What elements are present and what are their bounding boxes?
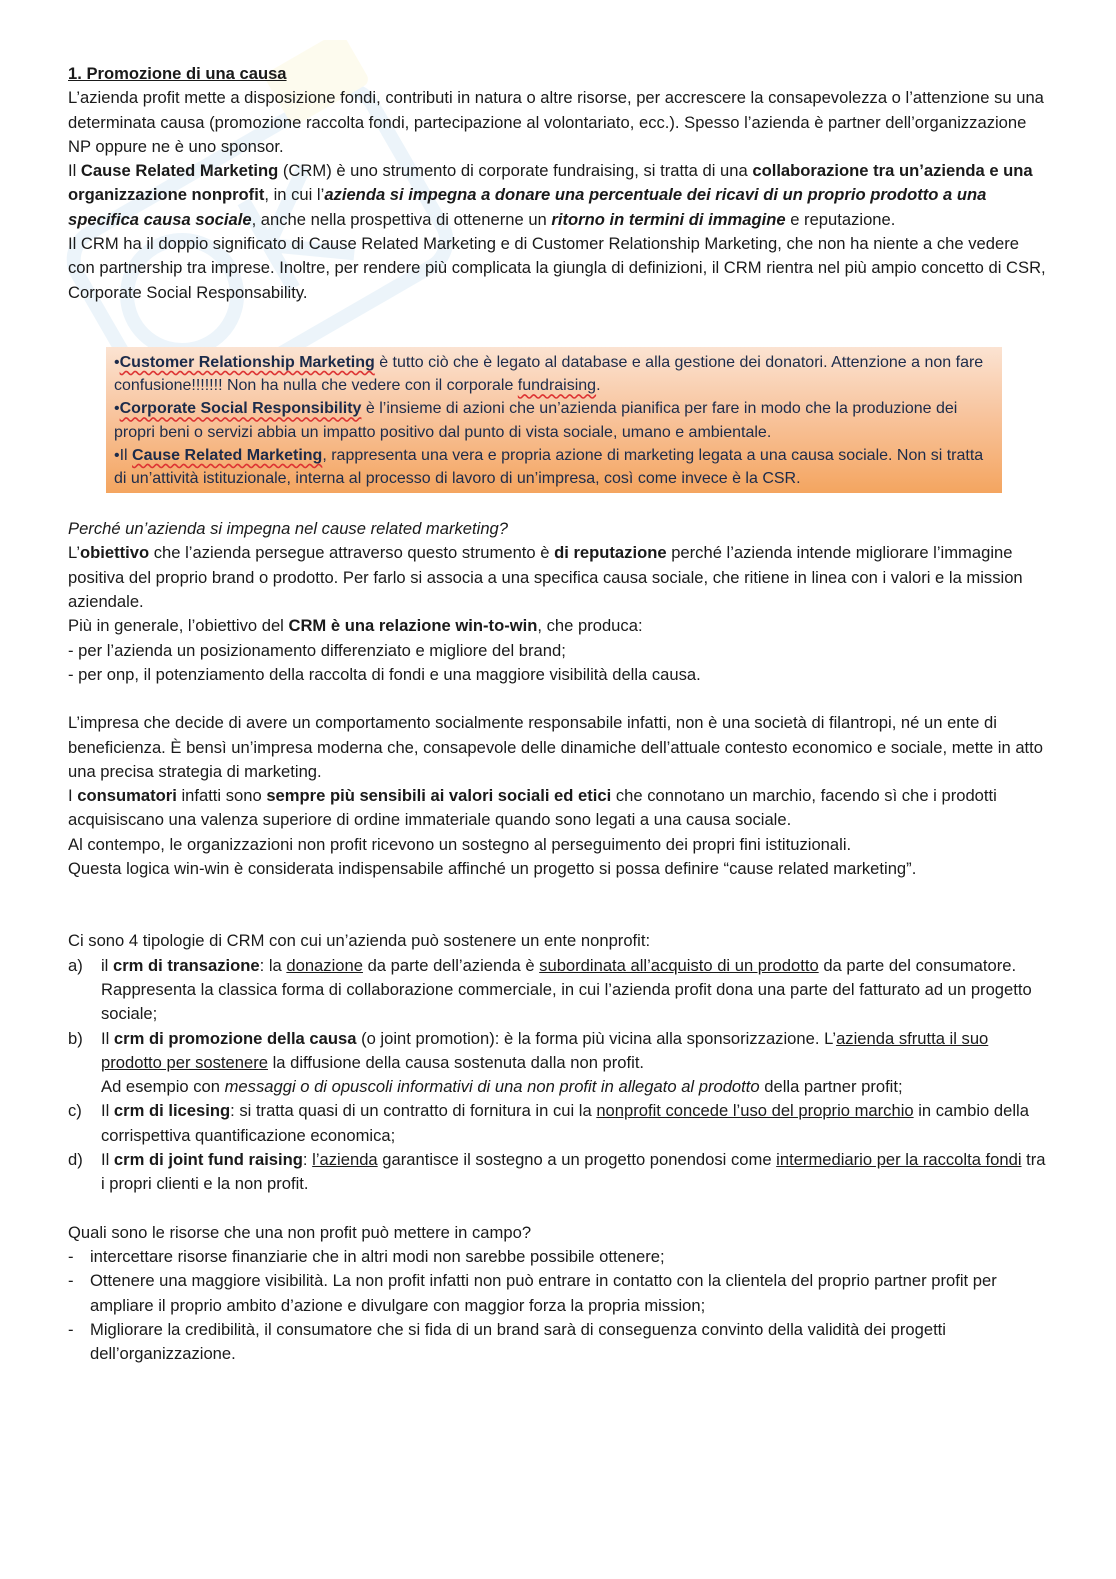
list-item-c: c) Il crm di licesing: si tratta quasi di un contratto di fornitura in cui la nonprofit concede l’uso del proprio marchio in cambio della corrispettiva quantificazione economica; [68,1101,1029,1145]
dash-item: - per l’azienda un posizionamento differenziato e migliore del brand; [68,640,566,660]
impresa-paragraph: L’impresa che decide di avere un comportamento socialmente responsabile infatti, non è una società di filantropi, né un ente di beneficienza. È bensì un’impresa moderna che, consapevole delle dinamiche dell’attuale contesto economico e sociale, mette in atto una precisa strategia di marketing. [68,713,1044,781]
document-page [68,62,1048,1366]
resource-item: - Migliorare la credibilità, il consumatore che si fida di un brand sarà di conseguenza convinto della validità dei progetti dell’organizzazione. [68,1319,946,1364]
list-item-a: a) il crm di transazione: la donazione da parte dell’azienda è subordinata all’acquisto di un prodotto da parte del consumatore. Rappresenta la classica forma di collaborazione commerciale, in cui l’azienda profit dona una parte del fatturato ad un progetto sociale; [68,955,1032,1024]
winwin-logic-paragraph: Questa logica win-win è considerata indispensabile affinché un progetto si possa definire “cause related marketing”. [68,859,917,879]
winwin-paragraph: Più in generale, l’obiettivo del CRM è una relazione win-to-win, che produca: [68,616,643,636]
types-intro: Ci sono 4 tipologie di CRM con cui un’azienda può sostenere un ente nonprofit: [68,931,651,951]
list-item-d: d) Il crm di joint fund raising: l’azienda garantisce il sostegno a un progetto ponendosi come intermediario per la raccolta fondi tra i propri clienti e la non profit. [68,1150,1046,1194]
section-heading: 1. Promozione di una causa [68,64,287,83]
crm-definition-paragraph: Il Cause Related Marketing (CRM) è uno strumento di corporate fundraising, si tratta di una collaborazione tra un’azienda e una organizzazione nonprofit, in cui l’azienda si impegna a donare una percentuale dei ricavi di un proprio prodotto a una specifica causa sociale, anche nella prospettiva di ottenerne un ritorno in termini di immagine e reputazione. [68,161,1033,229]
objective-paragraph: L’obiettivo che l’azienda persegue attraverso questo strumento è di reputazione perché l’azienda intende migliorare l’immagine positiva del proprio brand o prodotto. Per farlo si associa a una specifica causa sociale, che ritiene in linea con i valori e la mission aziendale. [68,543,1023,612]
box-line-customer: •Customer Relationship Marketing è tutto ciò che è legato al database e alla gestione dei donatori. Attenzione a non fare confusione!!!!!!! Non ha nulla che vedere con il corporale fundraising. [114,353,984,395]
definitions-highlight-box [106,347,1002,493]
dash-item: - per onp, il potenziamento della raccolta di fondi e una maggiore visibilità della causa. [68,664,701,684]
box-line-cause: •Il Cause Related Marketing, rappresenta una vera e propria azione di marketing legata a una causa sociale. Non si tratta di un’attività istituzionale, interna al processo di lavoro di un’impresa, così come invece è la CSR. [114,446,984,487]
resource-item: - Ottenere una maggiore visibilità. La non profit infatti non può entrare in contatto con la clientela del proprio partner profit per ampliare il proprio ambito d’azione e divulgare con maggior forza la propria mission; [68,1271,997,1315]
crm-meaning-paragraph: Il CRM ha il doppio significato di Cause Related Marketing e di Customer Relationship Marketing, che non ha niente a che vedere con partnership tra imprese. Inoltre, per rendere più complicata la giungla di definizioni, il CRM rientra nel più ampio concetto di CSR, Corporate Social Responsability. [68,234,1046,302]
intro-paragraph: L’azienda profit mette a disposizione fondi, contributi in natura o altre risorse, per accrescere la consapevolezza o l’attenzione su una determinata causa (promozione raccolta fondi, partecipazione al volontariato, ecc.). Spesso l’azienda è partner dell’organizzazione NP oppure ne è uno sponsor. [68,88,1044,156]
box-line-csr: •Corporate Social Responsibility è l’insieme di azioni che un’azienda pianifica per fare in modo che la produzione dei propri beni o servizi abbia un impatto positivo dal punto di vista sociale, umano e ambientale. [114,400,958,441]
resource-item: - intercettare risorse finanziarie che in altri modi non sarebbe possibile ottenere; [68,1246,665,1266]
consumatori-paragraph: I consumatori infatti sono sempre più sensibili ai valori sociali ed etici che connotano un marchio, facendo sì che i prodotti acquisiscano una valenza superiore di ordine immateriale quando sono legati a una causa sociale. [68,786,997,830]
nonprofit-paragraph: Al contempo, le organizzazioni non profit ricevono un sostegno al perseguimento dei propri fini istituzionali. [68,834,852,854]
why-question: Perché un’azienda si impegna nel cause related marketing? [68,519,509,539]
resources-question: Quali sono le risorse che una non profit può mettere in campo? [68,1222,532,1242]
list-item-b: b) Il crm di promozione della causa (o joint promotion): è la forma più vicina alla sponsorizzazione. L’azienda sfrutta il suo prodotto per sostenere la diffusione della causa sostenuta dalla non profit. Ad esempio con messaggi o di opuscoli informativi di una non profit in allegato al prodotto della partner profit; [68,1028,989,1097]
